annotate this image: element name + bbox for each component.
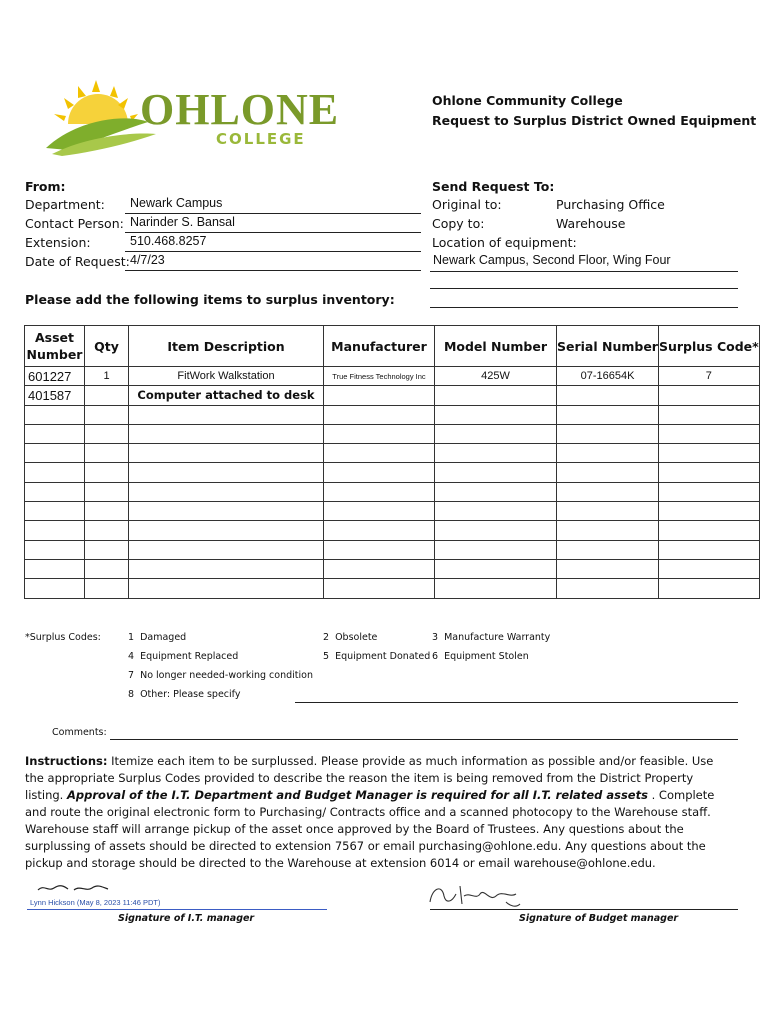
header-line2: Request to Surplus District Owned Equipment — [432, 113, 757, 128]
cell-item-description[interactable] — [129, 482, 324, 501]
cell-manufacturer[interactable] — [324, 463, 435, 482]
cell-surplus-code[interactable] — [658, 424, 759, 443]
cell-asset-number[interactable] — [25, 444, 85, 463]
code-3: 3 Manufacture Warranty — [432, 632, 551, 643]
code-2: 2 Obsolete — [323, 632, 378, 643]
cell-item-description[interactable] — [129, 540, 324, 559]
cell-qty[interactable] — [85, 482, 129, 501]
cell-serial-number[interactable]: 07-16654K — [557, 367, 659, 386]
other-specify-line[interactable] — [295, 689, 738, 703]
cell-manufacturer[interactable] — [324, 405, 435, 424]
contact-value: Narinder S. Bansal — [130, 215, 235, 229]
cell-asset-number[interactable] — [25, 579, 85, 598]
table-row — [25, 579, 760, 598]
cell-surplus-code[interactable] — [658, 579, 759, 598]
col-item-description: Item Description — [129, 326, 324, 367]
table-header-row — [25, 326, 760, 367]
cell-surplus-code[interactable] — [658, 502, 759, 521]
cell-item-description[interactable]: FitWork Walkstation — [129, 367, 324, 386]
budget-signature-caption: Signature of Budget manager — [519, 913, 679, 924]
cell-surplus-code[interactable] — [658, 482, 759, 501]
cell-asset-number[interactable] — [25, 482, 85, 501]
cell-asset-number[interactable] — [25, 502, 85, 521]
table-row — [25, 386, 760, 405]
cell-model-number[interactable] — [435, 405, 557, 424]
cell-asset-number[interactable]: 601227 — [25, 367, 85, 386]
cell-qty[interactable] — [85, 405, 129, 424]
copy-label: Copy to: — [432, 216, 485, 231]
surplus-items-table — [24, 325, 760, 599]
department-value: Newark Campus — [130, 196, 223, 210]
table-row — [25, 502, 760, 521]
code-7: 7 No longer needed-working condition — [128, 670, 313, 681]
table-row — [25, 540, 760, 559]
cell-model-number[interactable]: 425W — [435, 367, 557, 386]
cell-surplus-code[interactable] — [658, 540, 759, 559]
cell-serial-number[interactable] — [557, 540, 659, 559]
code-5: 5 Equipment Donated — [323, 651, 431, 662]
cell-serial-number[interactable] — [557, 405, 659, 424]
cell-item-description[interactable] — [129, 559, 324, 578]
instructions-part1: Itemize each item to be surplussed. Please provide as much information as possible and/or feasible. Use the appropriate Surplus Codes provided to describe the reason the item is being removed from the District Property listing. — [25, 754, 714, 802]
contact-label: Contact Person: — [25, 216, 124, 231]
cell-manufacturer[interactable] — [324, 482, 435, 501]
cell-asset-number[interactable] — [25, 559, 85, 578]
it-signature-line — [27, 909, 327, 910]
cell-surplus-code[interactable] — [658, 386, 759, 405]
table-row — [25, 444, 760, 463]
location-line-2[interactable] — [430, 271, 738, 289]
col-serial-number: Serial Number — [557, 326, 659, 367]
cell-manufacturer[interactable] — [324, 579, 435, 598]
instructions-emphasis: Approval of the I.T. Department and Budget Manager is required for all I.T. related assets — [67, 788, 648, 802]
cell-qty[interactable] — [85, 540, 129, 559]
cell-serial-number[interactable] — [557, 579, 659, 598]
extension-label: Extension: — [25, 235, 91, 250]
cell-serial-number[interactable] — [557, 463, 659, 482]
cell-asset-number[interactable] — [25, 521, 85, 540]
cell-manufacturer[interactable]: True Fitness Technology Inc — [324, 367, 435, 386]
cell-model-number[interactable] — [435, 579, 557, 598]
instructions-block — [25, 753, 735, 872]
cell-asset-number[interactable]: 401587 — [25, 386, 85, 405]
table-row — [25, 367, 760, 386]
cell-model-number[interactable] — [435, 502, 557, 521]
cell-asset-number[interactable] — [25, 424, 85, 443]
col-asset-number: Asset Number — [25, 326, 85, 367]
cell-item-description[interactable] — [129, 444, 324, 463]
col-manufacturer: Manufacturer — [324, 326, 435, 367]
cell-qty[interactable] — [85, 463, 129, 482]
budget-signature-image — [420, 876, 540, 910]
it-signature-image — [30, 880, 120, 896]
cell-model-number[interactable] — [435, 521, 557, 540]
cell-qty[interactable] — [85, 559, 129, 578]
cell-manufacturer[interactable] — [324, 521, 435, 540]
cell-asset-number[interactable] — [25, 463, 85, 482]
cell-model-number[interactable] — [435, 386, 557, 405]
contact-field[interactable] — [125, 215, 421, 233]
cell-surplus-code[interactable] — [658, 444, 759, 463]
extension-field[interactable] — [125, 234, 421, 252]
code-4: 4 Equipment Replaced — [128, 651, 239, 662]
cell-model-number[interactable] — [435, 482, 557, 501]
cell-serial-number[interactable] — [557, 559, 659, 578]
instructions-part2: . Complete and route the original electronic form to Purchasing/ Contracts office and a scanned photocopy to the Warehouse staff. Warehouse staff will arrange pickup of the asset once approved by the Board of Trustees. Any questions about the surplussing of assets should be directed to extension 7567 or email purchasing@ohlone.edu. Any questions about the pickup and storage should be directed to the Warehouse at extension 6014 or email warehouse@ohlone.edu. — [25, 788, 715, 870]
it-signature-stamp: Lynn Hickson (May 8, 2023 11:46 PDT) — [30, 898, 161, 907]
cell-serial-number[interactable] — [557, 482, 659, 501]
instructions-lead: Instructions: — [25, 754, 108, 768]
col-surplus-code: Surplus Code* — [658, 326, 759, 367]
cell-item-description[interactable]: Computer attached to desk — [129, 386, 324, 405]
cell-manufacturer[interactable] — [324, 559, 435, 578]
cell-serial-number[interactable] — [557, 521, 659, 540]
logo-sub: COLLEGE — [216, 130, 306, 148]
location-line-3[interactable] — [430, 290, 738, 308]
cell-qty[interactable] — [85, 502, 129, 521]
location-field[interactable] — [430, 253, 738, 272]
comments-field[interactable] — [110, 727, 738, 740]
cell-qty[interactable] — [85, 424, 129, 443]
table-row — [25, 405, 760, 424]
date-field[interactable] — [125, 253, 421, 271]
cell-serial-number[interactable] — [557, 386, 659, 405]
cell-manufacturer[interactable] — [324, 386, 435, 405]
location-label: Location of equipment: — [432, 235, 577, 250]
surplus-codes-label: *Surplus Codes: — [25, 632, 101, 643]
cell-serial-number[interactable] — [557, 424, 659, 443]
cell-model-number[interactable] — [435, 540, 557, 559]
cell-item-description[interactable] — [129, 502, 324, 521]
table-row — [25, 559, 760, 578]
cell-asset-number[interactable] — [25, 405, 85, 424]
table-row — [25, 463, 760, 482]
cell-model-number[interactable] — [435, 559, 557, 578]
original-label: Original to: — [432, 197, 502, 212]
cell-surplus-code[interactable] — [658, 405, 759, 424]
department-field[interactable] — [125, 196, 421, 214]
table-row — [25, 482, 760, 501]
cell-item-description[interactable] — [129, 463, 324, 482]
code-6: 6 Equipment Stolen — [432, 651, 529, 662]
cell-qty[interactable]: 1 — [85, 367, 129, 386]
cell-item-description[interactable] — [129, 405, 324, 424]
cell-surplus-code[interactable] — [658, 463, 759, 482]
location-value: Newark Campus, Second Floor, Wing Four — [433, 253, 671, 267]
date-label: Date of Request: — [25, 254, 130, 269]
header-line1: Ohlone Community College — [432, 93, 623, 108]
code-1: 1 Damaged — [128, 632, 187, 643]
cell-manufacturer[interactable] — [324, 444, 435, 463]
cell-qty[interactable] — [85, 521, 129, 540]
col-qty: Qty — [85, 326, 129, 367]
cell-qty[interactable] — [85, 386, 129, 405]
add-items-text: Please add the following items to surplus inventory: — [25, 292, 395, 307]
cell-surplus-code[interactable] — [658, 521, 759, 540]
cell-serial-number[interactable] — [557, 502, 659, 521]
logo-name: OHLONE — [140, 85, 340, 134]
cell-qty[interactable] — [85, 444, 129, 463]
budget-signature-line — [430, 909, 738, 910]
col-model-number: Model Number — [435, 326, 557, 367]
cell-manufacturer[interactable] — [324, 540, 435, 559]
it-signature-caption: Signature of I.T. manager — [118, 913, 255, 924]
comments-label: Comments: — [52, 727, 107, 738]
table-row — [25, 424, 760, 443]
cell-surplus-code[interactable]: 7 — [658, 367, 759, 386]
college-logo — [38, 78, 338, 168]
cell-surplus-code[interactable] — [658, 559, 759, 578]
send-title: Send Request To: — [432, 179, 555, 194]
cell-serial-number[interactable] — [557, 444, 659, 463]
cell-asset-number[interactable] — [25, 540, 85, 559]
cell-manufacturer[interactable] — [324, 502, 435, 521]
code-8: 8 Other: Please specify — [128, 689, 241, 700]
cell-model-number[interactable] — [435, 424, 557, 443]
cell-qty[interactable] — [85, 579, 129, 598]
cell-item-description[interactable] — [129, 579, 324, 598]
cell-manufacturer[interactable] — [324, 424, 435, 443]
original-value: Purchasing Office — [556, 197, 665, 212]
department-label: Department: — [25, 197, 105, 212]
table-row — [25, 521, 760, 540]
extension-value: 510.468.8257 — [130, 234, 207, 248]
date-value: 4/7/23 — [130, 253, 165, 267]
cell-model-number[interactable] — [435, 444, 557, 463]
cell-item-description[interactable] — [129, 424, 324, 443]
cell-model-number[interactable] — [435, 463, 557, 482]
copy-value: Warehouse — [556, 216, 626, 231]
cell-item-description[interactable] — [129, 521, 324, 540]
from-title: From: — [25, 179, 66, 194]
